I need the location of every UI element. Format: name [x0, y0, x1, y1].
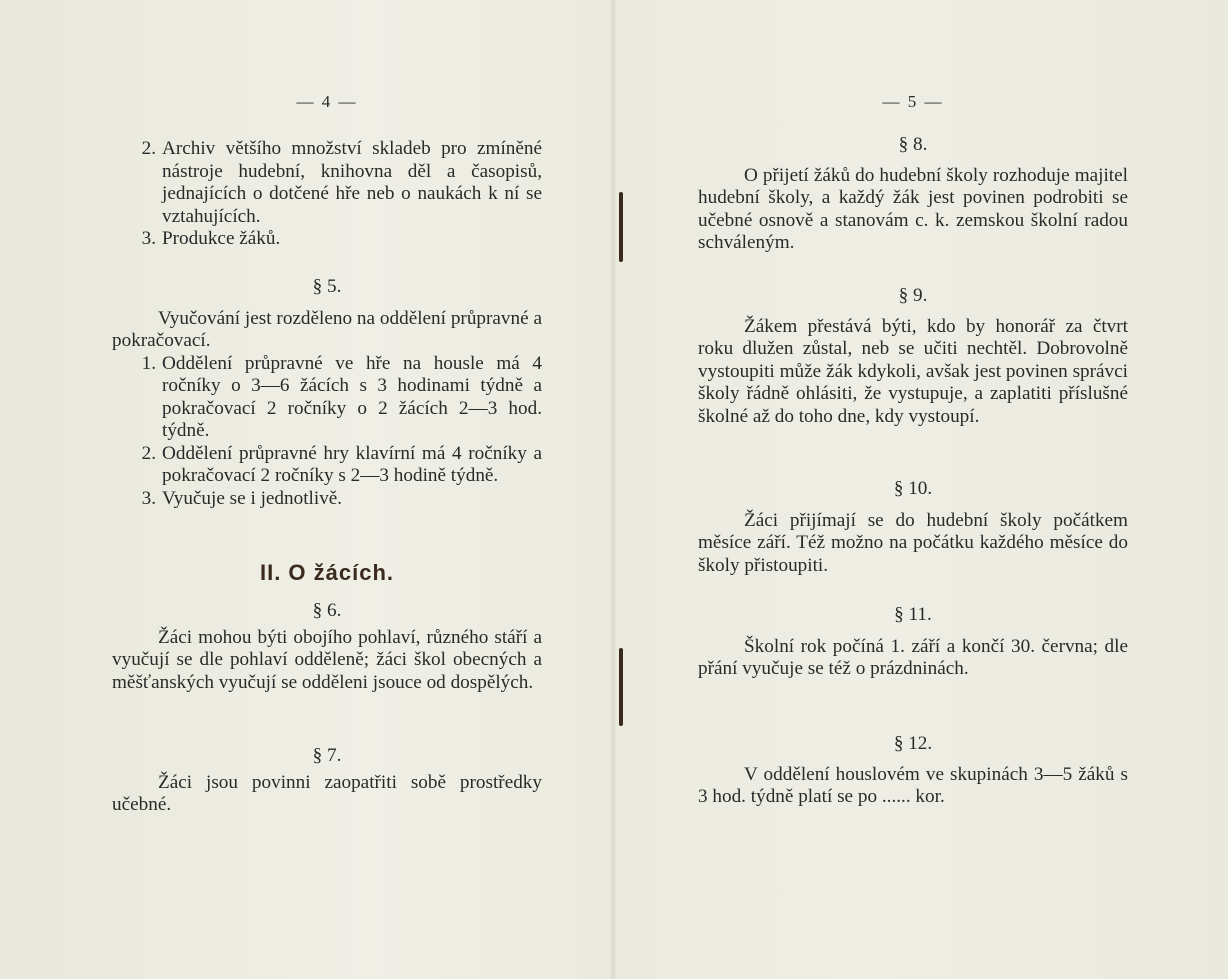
- section-heading: § 12.: [893, 733, 933, 754]
- paragraph: Žáci jsou povinni zaopatřiti sobě prostředky učebné.: [112, 771, 542, 815]
- list-item: [112, 138, 542, 228]
- binding-stitch-bottom: [619, 648, 623, 726]
- item-number: 3.: [141, 228, 156, 249]
- paragraph: Žákem přestává býti, kdo by honorář za čtvrt roku dlužen zůstal, neb se učiti nechtěl. Dobrovolně vystoupiti může žák kdykoli, avšak jest povinen správci školy řádně ohlásiti, že vystupuje, a zaplatiti příslušné školné až do toho dne, kdy vystoupí.: [698, 315, 1128, 427]
- section-heading: § 11.: [894, 604, 932, 625]
- section-6: [112, 600, 542, 694]
- section-10: [698, 478, 1128, 577]
- item-number: 1.: [141, 352, 156, 374]
- page-number: — 4 —: [296, 92, 358, 111]
- binding-stitch-top: [619, 192, 623, 262]
- section-5: [112, 276, 542, 510]
- book-gutter: [610, 0, 616, 979]
- paragraph: V oddělení houslovém ve skupinách 3—5 žáků s 3 hod. týdně platí se po ...... kor.: [698, 763, 1128, 807]
- paragraph: Žáci mohou býti obojího pohlaví, různého stáří a vyučují se dle pohlaví odděleně; žáci škol obecných a měšťanských vyučují se odděleni jsouce od dospělých.: [112, 626, 542, 693]
- section-heading: § 10.: [893, 478, 933, 499]
- list-item: [112, 488, 542, 511]
- item-text: Produkce žáků.: [162, 228, 281, 249]
- section-7: [112, 745, 542, 817]
- chapter-heading-block: [112, 562, 542, 585]
- item-text: Oddělení průpravné ve hře na housle má 4 ročníky o 3—6 žácích s 3 hodinami týdně a pokračovací 2 ročníky o 2 žácích 2—3 hod. týdně.: [162, 352, 542, 441]
- page-number: — 5 —: [882, 92, 944, 111]
- paragraph: Vyučování jest rozděleno na oddělení průpravné a pokračovací.: [112, 307, 542, 351]
- item-text: Archiv většího množství skladeb pro zmíněné nástroje hudební, knihovna děl a časopisů, jednajících o dotčené hře neb o naukách k ní se vztahujících.: [162, 138, 542, 227]
- paragraph: O přijetí žáků do hudební školy rozhoduje majitel hudební školy, a každý žák jest povinen podrobiti se učebné osnově a stanovám c. k. zemskou školní radou schváleným.: [698, 164, 1128, 253]
- list-item: [112, 443, 542, 488]
- paragraph: Školní rok počíná 1. září a končí 30. června; dle přání vyučuje se též o prázdninách.: [698, 635, 1128, 679]
- item-text: Oddělení průpravné hry klavírní má 4 ročníky a pokračovací 2 ročníky s 2—3 hodině týdně.: [162, 442, 542, 486]
- section-heading: § 6.: [312, 600, 342, 621]
- section-heading: § 5.: [312, 276, 342, 297]
- item-text: Vyučuje se i jednotlivě.: [162, 487, 343, 509]
- section-12: [698, 733, 1128, 809]
- item-number: 3.: [141, 487, 156, 509]
- item-number: 2.: [141, 442, 156, 464]
- section-8: [698, 134, 1128, 255]
- list-item: [112, 228, 542, 251]
- section-heading: § 9.: [898, 285, 928, 306]
- section-heading: § 7.: [312, 745, 342, 766]
- section-11: [698, 604, 1128, 681]
- list-continuation: [112, 138, 542, 251]
- paragraph: Žáci přijímají se do hudební školy počátkem měsíce září. Též možno na počátku každého měsíce do školy přistoupiti.: [698, 509, 1128, 576]
- chapter-title: II. O žácích.: [259, 560, 395, 585]
- item-number: 2.: [141, 138, 156, 159]
- list-item: [112, 353, 542, 443]
- section-heading: § 8.: [898, 134, 928, 155]
- section-9: [698, 285, 1128, 428]
